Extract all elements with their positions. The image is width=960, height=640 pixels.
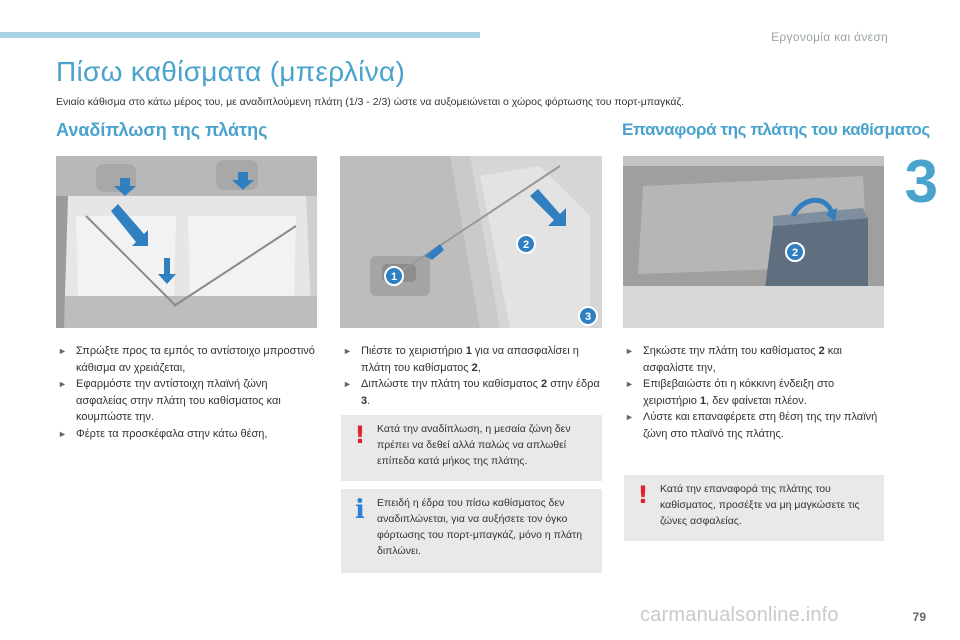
left-bullet-list [56,343,318,442]
badge-3-text: 3 [584,311,592,323]
lever-photo [340,156,602,328]
bullet-icon: ► [58,379,67,389]
list-item: ► Πιέστε το χειριστήριο 1 για να απασφαλίσει η πλάτη του καθίσματος 2, [343,345,579,374]
heading-restore-backrest: Επαναφορά της πλάτης του καθίσματος [622,120,930,139]
list-item: ► Σηκώστε την πλάτη του καθίσματος 2 και ασφαλίστε την, [625,345,842,374]
list-item: ► Φέρτε τα προσκέφαλα στην κάτω θέση, [56,426,318,443]
info-icon: i [355,495,365,525]
bullet-icon: ► [343,346,352,356]
warning-note-restore: ! Κατά την επαναφορά της πλάτης του καθίσματος, προσέξτε να μη μαγκώσετε τις ζώνες ασφαλείας. [624,475,884,541]
bullet-icon: ► [625,412,634,422]
badge-3 [579,307,597,325]
bullet-icon: ► [343,379,352,389]
list-item: ► Επιβεβαιώστε ότι η κόκκινη ένδειξη στο χειριστήριο 1, δεν φαίνεται πλέον. [625,378,835,407]
middle-bullet-list [341,343,603,409]
page-title: Πίσω καθίσματα (μπερλίνα) [56,56,406,87]
badge-2-right-text: 2 [791,247,799,259]
rear-seat-photo [56,156,317,328]
bullet-icon: ► [625,379,634,389]
warning-note-folding: ! Κατά την αναδίπλωση, η μεσαία ζώνη δεν πρέπει να δεθεί αλλά παλώς να απλωθεί επίπεδα κατά μήκος της πλάτης. [341,415,602,481]
list-item: ► Σπρώξτε προς τα εμπός το αντίστοιχο μπροστινό κάθισμα αν χρειάζεται, [58,345,315,374]
badge-2 [517,235,535,253]
badge-1 [385,267,403,285]
list-item: ► Λύστε και επαναφέρετε στη θέση της την πλαϊνή ζώνη στο πλαϊνό της πλάτης. [625,411,878,440]
list-item: ► Εφαρμόστε την αντίστοιχη πλαϊνή ζώνη ασφαλείας στην πλάτη του καθίσματος και κουμπώστε την. [58,378,281,423]
badge-2-right [786,243,804,261]
watermark: carmanualsonline.info [640,604,839,626]
intro-text: Ενιαίο κάθισμα στο κάτω μέρος του, με αναδιπλούμενη πλάτη (1/3 - 2/3) ώστε να αυξομειώνεται ο χώρος φόρτωσης του πορτ-μπαγκάζ. [56,96,685,108]
badge-1-text: 1 [390,271,398,283]
bullet-icon: ► [58,346,67,356]
heading-fold-backrest: Αναδίπλωση της πλάτης [56,120,268,140]
info-note-folding: i Επειδή η έδρα του πίσω καθίσματος δεν αναδιπλώνεται, για να αυξήσετε τον όγκο φόρτωσης του πορτ-μπαγκάζ, μόνο η πλάτη διπλώνει. [341,489,602,573]
page-number: 79 [912,610,926,624]
chapter-name: Εργονομία και άνεση [771,30,888,44]
right-bullet-list [623,343,885,442]
top-accent-bar [0,32,480,38]
list-item: ► Διπλώστε την πλάτη του καθίσματος 2 στην έδρα 3. [343,378,600,407]
bullet-icon: ► [58,428,67,439]
exclamation-icon: ! [637,481,649,509]
exclamation-icon: ! [354,421,366,449]
badge-2-text: 2 [522,239,530,251]
bullet-icon: ► [625,346,634,356]
chapter-number: 3 [904,148,938,215]
boot-photo [623,156,884,328]
